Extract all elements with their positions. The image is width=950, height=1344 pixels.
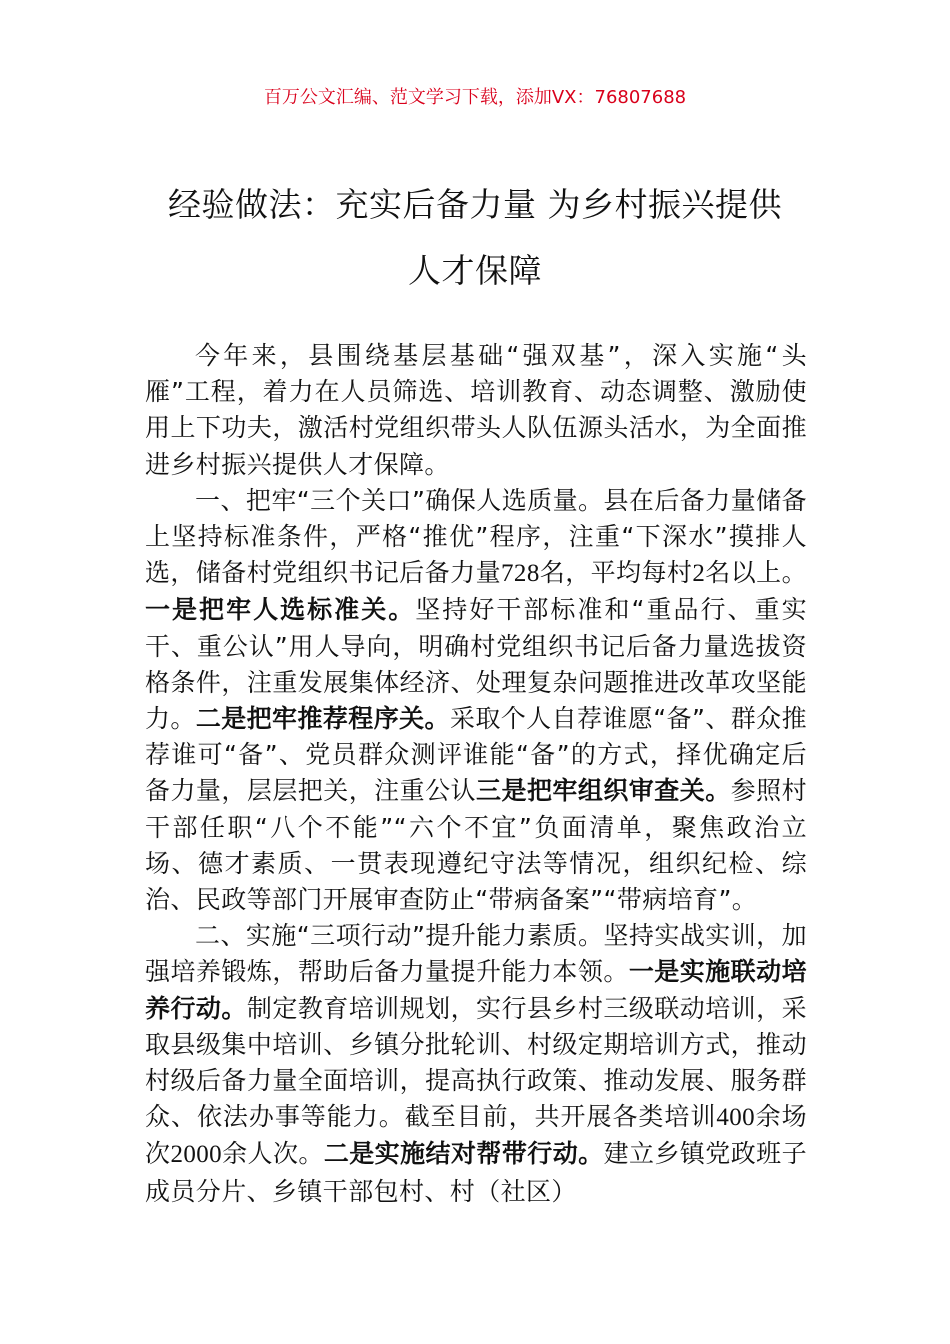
average-per-village: 2 (692, 560, 706, 588)
section-2-point-1-title: 一是实施联动培养行动。 (145, 957, 807, 1023)
point-2-text: 采取个人自荐谁愿“备”、群众推荐谁可“备”、党员群众测评谁能“备”的方式，择优确定后备力量，层层把关，注重公认 (145, 704, 807, 806)
section-2-paragraph (145, 918, 807, 1210)
section-1-lead-end: 名以上。 (705, 558, 807, 588)
section-1-lead: 一、把牢“三个关口”确保人选质量。县在后备力量储备上坚持标准条件，严格“推优”程序，注重“下深水”摸排人选，储备村党组织书记后备力量 (145, 485, 807, 588)
header-watermark-note: 百万公文汇编、范文学习下载，添加VX：76807688 (263, 87, 687, 108)
point-3-text: 参照村干部任职“八个不能”“六个不宜”负面清单，聚焦政治立场、德才素质、一贯表现遵纪守法等情况，组织纪检、综治、民政等部门开展审查防止“带病备案”“带病培育”。 (145, 776, 807, 915)
section-2-point-1-text-c: 余人次。 (222, 1139, 324, 1169)
point-1-title: 一是把牢人选标准关。 (145, 595, 416, 625)
reserve-count: 728 (501, 560, 540, 588)
section-2-point-1-text-a: 制定教育培训规划，实行县乡村三级联动培训，采取县级集中培训、乡镇分批轮训、村级定期培训方式，推动村级后备力量全面培训，提高执行政策、推动发展、服务群众、依法办事等能力。截至目前，共开展各类培训 (145, 993, 807, 1132)
section-2-point-2-title: 二是实施结对帮带行动。 (323, 1139, 604, 1169)
section-2-lead: 二、实施“三项行动”提升能力素质。坚持实战实训，加强培养锻炼，帮助后备力量提升能力本领。 (145, 921, 807, 987)
point-3-title: 三是把牢组织审查关。 (476, 776, 731, 806)
document-title (110, 172, 840, 304)
title-line-1: 经验做法：充实后备力量 为乡村振兴提供 (168, 185, 782, 224)
section-2-point-2-text: 建立乡镇党政班子成员分片、乡镇干部包村、村（社区） (145, 1139, 808, 1206)
document-body (145, 338, 807, 1210)
section-1-paragraph (145, 483, 807, 918)
training-sessions-count: 400 (716, 1104, 756, 1132)
section-1-lead-mid: 名，平均每村 (539, 558, 693, 588)
point-1-text: 坚持好干部标准和“重品行、重实干、重公认”用人导向，明确村党组织书记后备力量选拔资格条件，注重发展集体经济、处理复杂问题推进改革攻坚能力。 (145, 595, 807, 734)
section-2-point-1-text-b: 余场次 (145, 1102, 807, 1169)
title-line-2: 人才保障 (408, 251, 542, 290)
point-2-title: 二是把牢推荐程序关。 (195, 704, 450, 734)
trainee-count: 2000 (170, 1141, 223, 1169)
intro-paragraph: 今年来，县围绕基层基础“强双基”，深入实施“头雁”工程，着力在人员筛选、培训教育、动态调整、激励使用上下功夫，激活村党组织带头人队伍源头活水，为全面推进乡村振兴提供人才保障。 (145, 341, 807, 479)
